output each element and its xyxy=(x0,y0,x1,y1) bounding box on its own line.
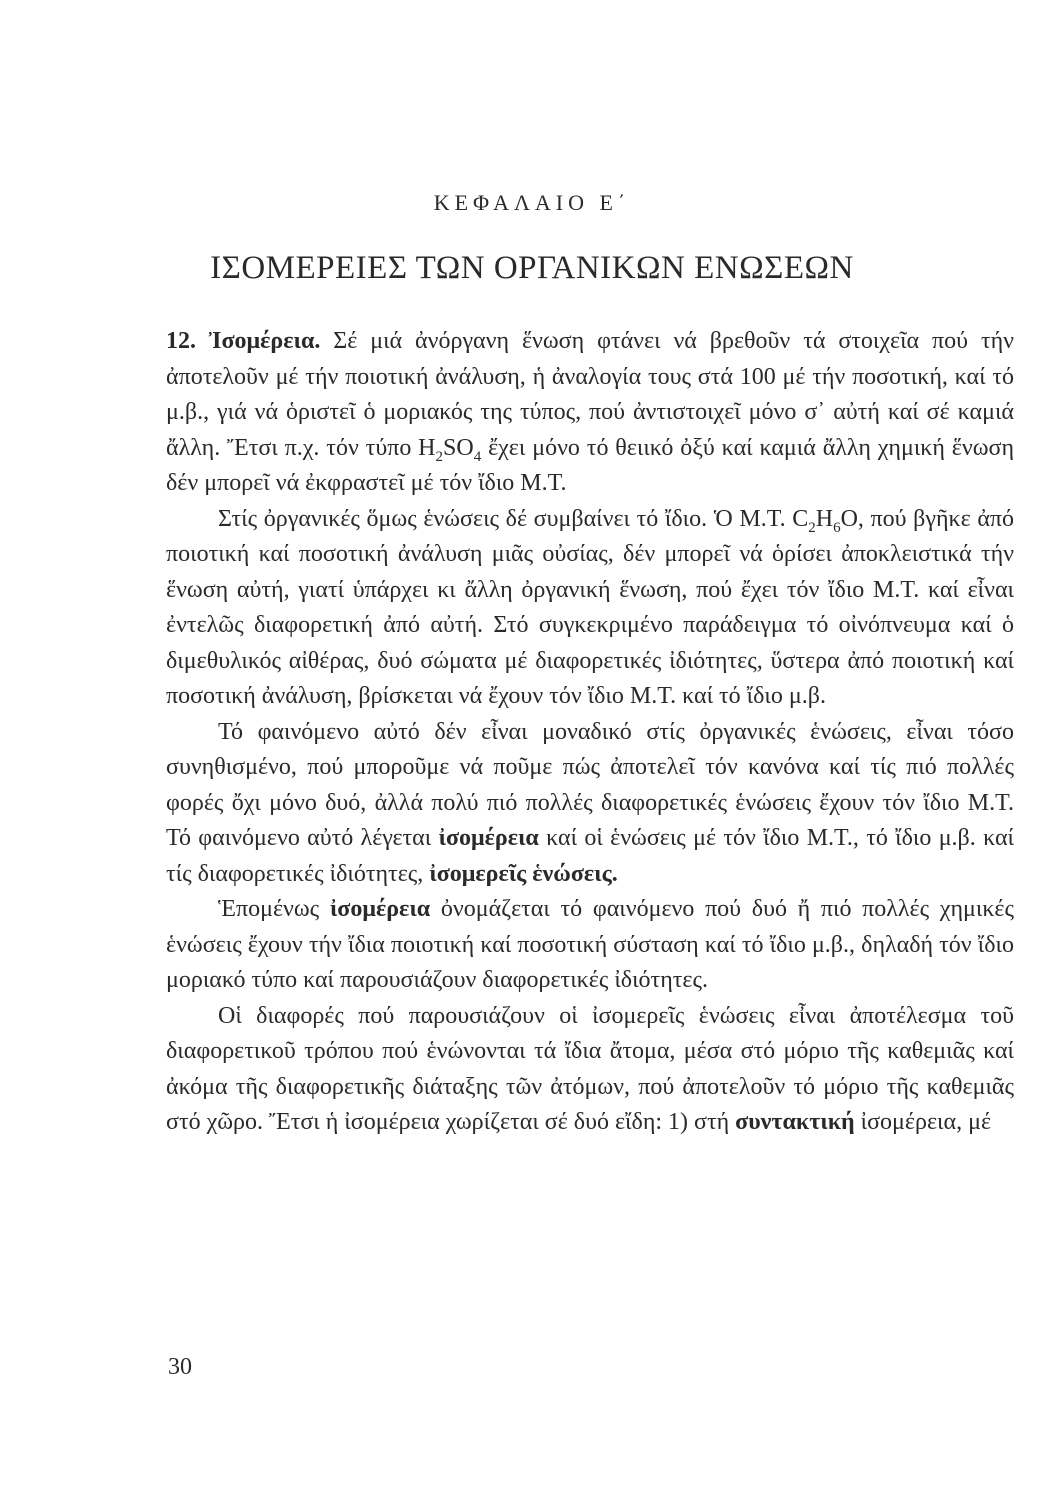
paragraph-text: ἰσομέρεια, μέ xyxy=(854,1109,992,1135)
paragraph-text: καί οἱ ἑνώσεις μέ τόν ἴδιο Μ.Τ., τό ἴδιο μ.β. καί τίς διαφορετικές ἰδιότητες, xyxy=(166,825,1014,887)
paragraph-text: Σέ μιά ἀνόργανη ἕνωση φτάνει νά βρεθοῦν τά στοιχεῖα πού τήν ἀποτελοῦν μέ τήν ποιοτική ἀνάλυση, ἡ ἀναλογία τους στά 100 μέ τήν ποσοτική, καί τό μ.β., γιά νά ὁριστεῖ ὁ μοριακός της τύπος, πού ἀντιστοιχεῖ μόνο σ᾽ αὐτή καί σέ καμιά ἄλλη. Ἔτσι π.χ. τόν τύπο H xyxy=(166,328,1015,461)
bold-term: συντακτική xyxy=(735,1109,855,1135)
bold-term: ἰσομέρεια xyxy=(329,896,431,922)
subscript: 6 xyxy=(833,519,841,536)
paragraph-text: ἔχει μόνο τό θειικό ὀξύ καί καμιά ἄλλη χημική ἕνωση δέν μπορεῖ νά ἐκφραστεῖ μέ τόν ἴδιο Μ.Τ. xyxy=(166,434,1014,496)
paragraph-text: Ἑπομένως xyxy=(218,896,330,922)
bold-term: ἰσομέρεια xyxy=(438,825,539,851)
paragraph xyxy=(166,999,1014,1141)
subscript: 2 xyxy=(435,448,444,465)
paragraph-text: Οἱ διαφορές πού παρουσιάζουν οἱ ἰσομερεῖς ἑνώσεις εἶναι ἀποτέλεσμα τοῦ διαφορετικοῦ τρόπου πού ἑνώνονται τά ἴδια ἄτομα, μέσα στό μόριο τῆς καθεμιᾶς καί ἀκόμα τῆς διαφορετικῆς διάταξης τῶν ἀτόμων, πού ἀποτελοῦν τό μόριο τῆς καθεμιᾶς στό χῶρο. Ἔτσι ἡ ἰσομέρεια χωρίζεται σέ δυό εἴδη: 1) στή xyxy=(166,1002,1014,1135)
paragraph-text: O, πού βγῆκε ἀπό ποιοτική καί ποσοτική ἀνάλυση μιᾶς οὐσίας, δέν μπορεῖ νά ὁρίσει ἀποκλειστικά τήν ἕνωση αὐτή, γιατί ὑπάρχει κι ἄλλη ὀργανική ἕνωση, πού ἔχει τόν ἴδιο Μ.Τ. καί εἶναι ἐντελῶς διαφορετική ἀπό αὐτή. Στό συγκεκριμένο παράδειγμα τό οἰνόπνευμα καί ὁ διμεθυλικός αἰθέρας, δυό σώματα μέ διαφορετικές ἰδιότητες, ὕστερα ἀπό ποιοτική καί ποσοτική ἀνάλυση, βρίσκεται νά ἔχουν τόν ἴδιο Μ.Τ. καί τό ἴδιο μ.β. xyxy=(166,505,1015,709)
section-number: 12. xyxy=(166,328,196,354)
paragraph-text: Τό φαινόμενο αὐτό δέν εἶναι μοναδικό στίς ὀργανικές ἑνώσεις, εἶναι τόσο συνηθισμένο, πού μποροῦμε νά ποῦμε πώς ἀποτελεῖ τόν κανόνα καί τίς πιό πολλές φορές ὄχι μόνο δυό, ἀλλά πολύ πιό πολλές διαφορετικές ἑνώσεις ἔχουν τόν ἴδιο Μ.Τ. Τό φαινόμενο αὐτό λέγεται xyxy=(166,718,1014,851)
chapter-label: ΚΕΦΑΛΑΙΟ Ε΄ xyxy=(433,190,631,215)
paragraph xyxy=(166,324,1014,502)
paragraph xyxy=(166,892,1014,999)
page-number: 30 xyxy=(168,1354,192,1380)
paragraph xyxy=(166,715,1014,893)
paragraph xyxy=(166,502,1014,715)
bold-term: ἰσομερεῖς ἑνώσεις. xyxy=(429,860,618,887)
paragraph-text: H xyxy=(815,505,834,532)
paragraph-text: SO xyxy=(443,434,474,461)
body-text xyxy=(166,324,1014,1141)
subscript: 4 xyxy=(473,448,482,465)
section-heading: Ἰσομέρεια. xyxy=(208,328,321,354)
chapter-title: ΙΣΟΜΕΡΕΙΕΣ ΤΩΝ ΟΡΓΑΝΙΚΩΝ ΕΝΩΣΕΩΝ xyxy=(210,250,854,286)
paragraph-text: Στίς ὀργανικές ὅμως ἑνώσεις δέ συμβαίνει τό ἴδιο. Ὁ Μ.Τ. C xyxy=(218,505,809,532)
subscript: 2 xyxy=(808,519,816,536)
paragraph-text: ὀνομάζεται τό φαινόμενο πού δυό ἤ πιό πολλές χημικές ἑνώσεις ἔχουν τήν ἴδια ποιοτική καί ποσοτική σύσταση καί τό ἴδιο μ.β., δηλαδή τόν ἴδιο μοριακό τύπο καί παρουσιάζουν διαφορετικές ἰδιότητες. xyxy=(166,896,1014,993)
